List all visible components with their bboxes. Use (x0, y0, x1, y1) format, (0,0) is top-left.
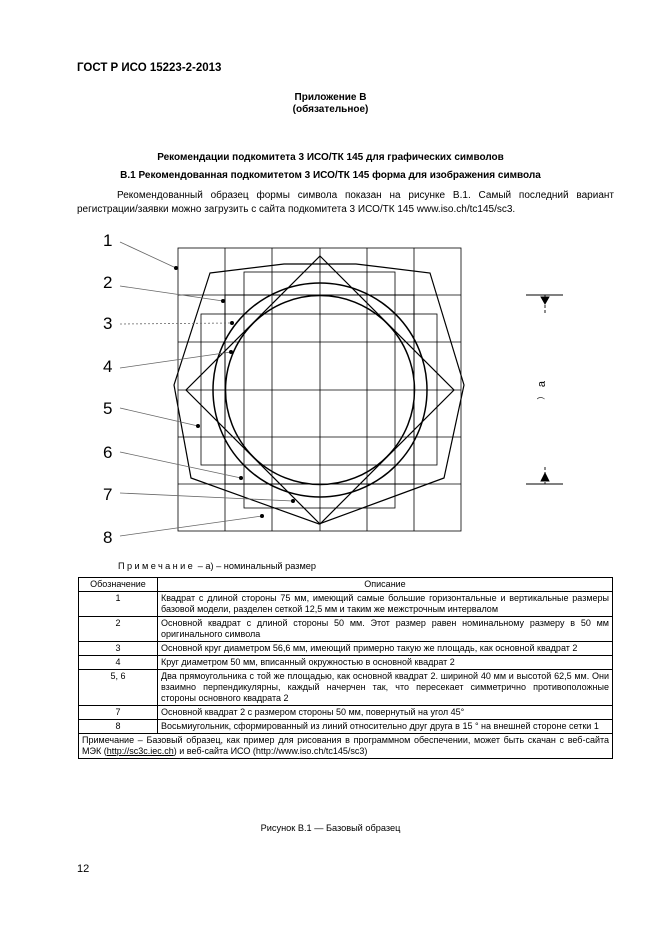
row-designation: 3 (79, 642, 158, 656)
row-description: Восьмиугольник, сформированный из линий относительно друг друга в 15 ° на внешней стороне сетки 1 (158, 720, 613, 734)
figure-caption: Рисунок В.1 — Базовый образец (260, 823, 401, 833)
row-description: Круг диаметром 50 мм, вписанный окружностью в основной квадрат 2 (158, 656, 613, 670)
row-designation: 5, 6 (79, 670, 158, 706)
row-description: Квадрат с длиной стороны 75 мм, имеющий самые большие горизонтальные и вертикальные размеры базовой модели, разделен сеткой 12,5 мм и таким же межстрочным интервалом (158, 592, 613, 617)
row-designation: 1 (79, 592, 158, 617)
annex-title: Приложение В (294, 92, 367, 103)
row-designation: 8 (79, 720, 158, 734)
row-designation: 2 (79, 617, 158, 642)
row-description: Основной круг диаметром 56,6 мм, имеющий примерно такую же площадь, как основной квадрат 2 (158, 642, 613, 656)
table-row (79, 720, 613, 734)
page-number: 12 (77, 863, 90, 875)
table-row (79, 670, 613, 706)
row-description: Два прямоугольника с той же площадью, как основной квадрат 2. шириной 40 мм и высотой 62,5 мм. Они взаимно перпендикулярны, каждый начерчен так, что пересекает симметрично противоположные стороны основного квадрата 2 (158, 670, 613, 706)
figure-label-2: 2 (103, 273, 113, 292)
table-footnote (79, 734, 613, 759)
table-footnote-row (79, 734, 613, 759)
row-designation: 7 (79, 706, 158, 720)
row-description: Основной квадрат 2 с размером стороны 50 мм, повернутый на угол 45° (158, 706, 613, 720)
figure-label-4: 4 (103, 357, 113, 376)
row-designation: 4 (79, 656, 158, 670)
column-header-designation: Обозначение (79, 578, 158, 592)
figure-label-6: 6 (103, 443, 113, 462)
figure-label-3: 3 (103, 314, 113, 333)
row-description: Основной квадрат с длиной стороны 50 мм. Этот размер равен номинальному размеру в 50 мм оригинального символа (158, 617, 613, 642)
note-text: – а) – номинальный размер (195, 561, 316, 571)
figure-label-5: 5 (103, 399, 113, 418)
section-heading: Рекомендации подкомитета 3 ИСО/ТК 145 для графических символов (157, 152, 504, 163)
figure-note (118, 561, 316, 571)
figure-label-7: 7 (103, 485, 113, 504)
leader-lines (120, 242, 293, 536)
section-subheading: В.1 Рекомендованная подкомитетом 3 ИСО/ТК 145 форма для изображения символа (120, 170, 541, 181)
legend-table (78, 577, 613, 759)
note-prefix: Примечание (118, 561, 196, 571)
dimension-sublabel: ) (536, 396, 545, 400)
annex-status: (обязательное) (292, 104, 369, 115)
table-row (79, 617, 613, 642)
dimension-label: a (536, 380, 548, 388)
table-header-row (79, 578, 613, 592)
iec-link[interactable]: http://sc3c.iec.ch (106, 746, 174, 756)
intro-paragraph: Рекомендованный образец формы символа показан на рисунке В.1. Самый последний вариант регистрации/заявки можно загрузить с сайта подкомитета 3 ИСО/ТК 145 www.iso.ch/tc145/sc3. (77, 190, 614, 215)
figure-label-1: 1 (103, 231, 113, 250)
table-row (79, 706, 613, 720)
table-row (79, 592, 613, 617)
column-header-description: Описание (158, 578, 613, 592)
footnote-text-post: ) и веб-сайта ИСО (http://www.iso.ch/tc145/sc3) (173, 746, 368, 756)
dimension-marker (526, 295, 563, 484)
figure-label-8: 8 (103, 528, 113, 547)
table-row (79, 642, 613, 656)
table-row (79, 656, 613, 670)
footnote-text-pre: Примечание – Базовый образец, как пример для рисования в программном обеспечении, может быть скачан с веб-сайта МЭК ( (82, 735, 609, 756)
document-header: ГОСТ Р ИСО 15223-2-2013 (77, 62, 222, 74)
